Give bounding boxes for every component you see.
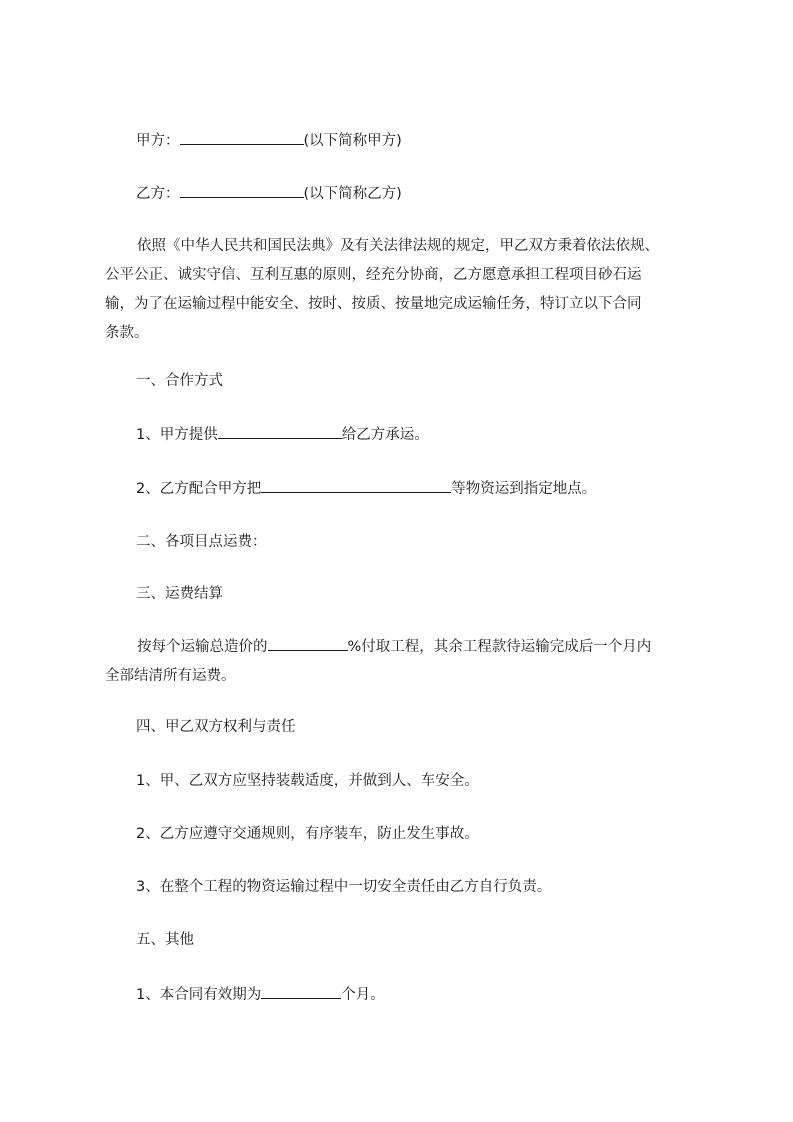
party-a-label: 甲方：	[136, 133, 180, 149]
materials-blank[interactable]	[261, 478, 451, 493]
cargo-blank[interactable]	[218, 424, 342, 439]
section-3-text-pre: 按每个运输总造价的	[137, 639, 268, 655]
section-1-item-2	[136, 475, 736, 503]
section-1-title: 一、合作方式	[136, 373, 223, 389]
intro-paragraph	[105, 232, 700, 348]
party-a-line	[136, 127, 736, 155]
section-5-title: 五、其他	[136, 932, 194, 948]
section-5-item-1	[136, 981, 736, 1009]
intro-line: 依照《中华人民共和国民法典》及有关法律法规的规定，甲乙双方秉着依法依规、	[137, 238, 659, 254]
section-3-title: 三、运费结算	[136, 586, 223, 602]
section-1-item-2-post: 等物资运到指定地点。	[451, 481, 597, 497]
section-3-text-post: %付取工程，其余工程款待运输完成后一个月内	[347, 639, 652, 655]
party-b-line	[136, 180, 736, 208]
section-1-item-2-pre: 2、乙方配合甲方把	[136, 481, 262, 497]
section-1-item-1-pre: 1、甲方提供	[136, 427, 218, 443]
section-3-line-1	[105, 633, 700, 662]
party-b-note: (以下简称乙方)	[303, 186, 402, 202]
intro-line: 公平公正、诚实守信、互利互惠的原则，经充分协商，乙方愿意承担工程项目砂石运	[105, 267, 642, 283]
party-b-label: 乙方：	[136, 186, 180, 202]
party-b-blank[interactable]	[180, 183, 304, 198]
section-5-item-1-pre: 1、本合同有效期为	[136, 987, 262, 1003]
section-2-title: 二、各项目点运费：	[136, 534, 267, 550]
section-4-item: 2、乙方应遵守交通规则，有序装车，防止发生事故。	[136, 826, 479, 842]
months-blank[interactable]	[261, 984, 341, 999]
section-3-line-2: 全部结清所有运费。	[105, 668, 236, 684]
section-1-item-1	[136, 421, 736, 449]
intro-line: 输，为了在运输过程中能安全、按时、按质、按量地完成运输任务，特订立以下合同	[105, 296, 642, 312]
section-4-item: 3、在整个工程的物资运输过程中一切安全责任由乙方自行负责。	[136, 879, 552, 895]
intro-line: 条款。	[105, 325, 149, 341]
party-a-note: (以下简称甲方)	[303, 133, 402, 149]
section-4-item: 1、甲、乙双方应坚持装载适度，并做到人、车安全。	[136, 773, 479, 789]
percent-blank[interactable]	[268, 636, 348, 651]
section-5-item-1-post: 个月。	[341, 987, 385, 1003]
party-a-blank[interactable]	[180, 130, 304, 145]
section-1-item-1-post: 给乙方承运。	[341, 427, 429, 443]
section-3-text	[105, 633, 700, 691]
section-4-title: 四、甲乙双方权利与责任	[136, 719, 296, 735]
